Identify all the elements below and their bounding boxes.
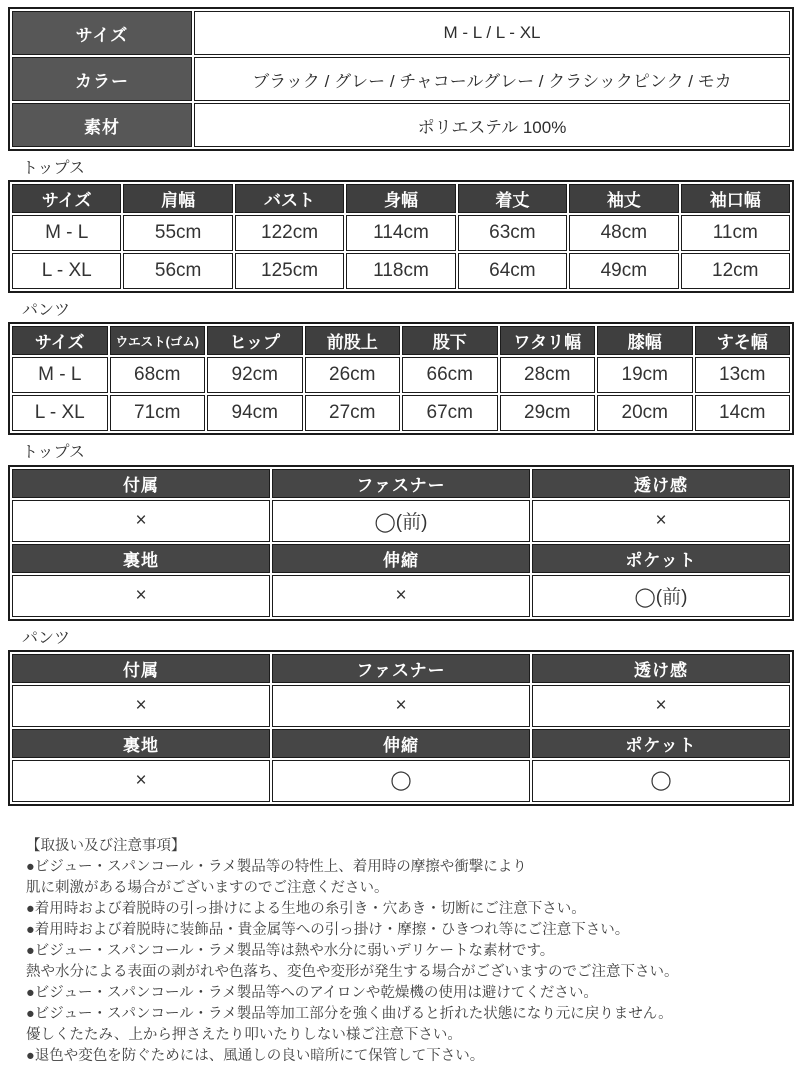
size-cell: 68cm bbox=[110, 357, 206, 393]
col-header: 肩幅 bbox=[123, 184, 232, 213]
notes-line: 優しくたたみ、上から押さえたり叩いたりしない様ご注意下さい。 bbox=[26, 1026, 462, 1043]
feature-header: ファスナー bbox=[272, 654, 530, 683]
summary-value-color: ブラック / グレー / チャコールグレー / クラシックピンク / モカ bbox=[194, 57, 790, 101]
size-cell: 13cm bbox=[695, 357, 791, 393]
feature-value: × bbox=[532, 685, 790, 727]
tops-detail-table bbox=[8, 465, 794, 621]
table-header-row bbox=[12, 544, 790, 573]
feature-header: 付属 bbox=[12, 654, 270, 683]
size-cell: 48cm bbox=[569, 215, 678, 251]
size-cell: 19cm bbox=[597, 357, 693, 393]
notes-line: ●ビジュー・スパンコール・ラメ製品等の特性上、着用時の摩擦や衝撃により bbox=[26, 858, 527, 875]
notes-line: ●ビジュー・スパンコール・ラメ製品等加工部分を強く曲げると折れた状態になり元に戻りません。 bbox=[26, 1005, 673, 1022]
size-cell: 71cm bbox=[110, 395, 206, 431]
table-header-row bbox=[12, 184, 790, 213]
feature-value: × bbox=[532, 500, 790, 542]
size-cell: 114cm bbox=[346, 215, 455, 251]
feature-value: ◯ bbox=[532, 760, 790, 802]
summary-label-size: サイズ bbox=[12, 11, 192, 55]
summary-label-color: カラー bbox=[12, 57, 192, 101]
col-header: バスト bbox=[235, 184, 344, 213]
section-label-pants-detail: パンツ bbox=[22, 629, 71, 647]
feature-header: 透け感 bbox=[532, 654, 790, 683]
feature-value: ◯(前) bbox=[532, 575, 790, 617]
col-header: ワタリ幅 bbox=[500, 326, 596, 355]
col-header: サイズ bbox=[12, 326, 108, 355]
size-cell: M - L bbox=[12, 215, 121, 251]
size-cell: 55cm bbox=[123, 215, 232, 251]
size-cell: 118cm bbox=[346, 253, 455, 289]
table-row bbox=[12, 575, 790, 617]
feature-value: × bbox=[272, 575, 530, 617]
care-notes bbox=[8, 836, 794, 1067]
col-header: 着丈 bbox=[458, 184, 567, 213]
size-cell: 12cm bbox=[681, 253, 790, 289]
notes-line: ●着用時および着脱時に装飾品・貴金属等への引っ掛け・摩擦・ひきつれ等にご注意下さい。 bbox=[26, 921, 630, 938]
table-row bbox=[12, 103, 790, 147]
notes-title: 【取扱い及び注意事項】 bbox=[26, 837, 186, 854]
table-header-row bbox=[12, 326, 790, 355]
size-cell: 122cm bbox=[235, 215, 344, 251]
size-cell: 64cm bbox=[458, 253, 567, 289]
feature-value: × bbox=[12, 685, 270, 727]
feature-value: ◯ bbox=[272, 760, 530, 802]
size-cell: 94cm bbox=[207, 395, 303, 431]
table-row bbox=[12, 500, 790, 542]
size-cell: 63cm bbox=[458, 215, 567, 251]
size-cell: 27cm bbox=[305, 395, 401, 431]
feature-header: 透け感 bbox=[532, 469, 790, 498]
size-cell: 26cm bbox=[305, 357, 401, 393]
table-row bbox=[12, 685, 790, 727]
size-cell: 67cm bbox=[402, 395, 498, 431]
notes-line: ●ビジュー・スパンコール・ラメ製品等は熱や水分に弱いデリケートな素材です。 bbox=[26, 942, 555, 959]
size-cell: 11cm bbox=[681, 215, 790, 251]
feature-value: × bbox=[12, 500, 270, 542]
feature-header: 伸縮 bbox=[272, 544, 530, 573]
notes-line: 肌に刺激がある場合がございますのでご注意ください。 bbox=[26, 879, 389, 896]
section-label-pants-size: パンツ bbox=[22, 302, 71, 320]
table-row bbox=[12, 357, 790, 393]
feature-header: ファスナー bbox=[272, 469, 530, 498]
size-cell: 49cm bbox=[569, 253, 678, 289]
feature-header: 付属 bbox=[12, 469, 270, 498]
feature-header: 裏地 bbox=[12, 544, 270, 573]
table-row bbox=[12, 253, 790, 289]
table-row bbox=[12, 395, 790, 431]
col-header: ウエスト(ゴム) bbox=[110, 326, 206, 355]
col-header: ヒップ bbox=[207, 326, 303, 355]
notes-line: ●ビジュー・スパンコール・ラメ製品等へのアイロンや乾燥機の使用は避けてください。 bbox=[26, 984, 598, 1001]
size-cell: 14cm bbox=[695, 395, 791, 431]
table-row bbox=[12, 11, 790, 55]
feature-value: ◯(前) bbox=[272, 500, 530, 542]
table-row bbox=[12, 57, 790, 101]
size-cell: 92cm bbox=[207, 357, 303, 393]
notes-line: ●退色や変色を防ぐためには、風通しの良い暗所にて保管して下さい。 bbox=[26, 1047, 485, 1064]
summary-value-material: ポリエステル 100% bbox=[194, 103, 790, 147]
notes-line: ●着用時および着脱時の引っ掛けによる生地の糸引き・穴あき・切断にご注意下さい。 bbox=[26, 900, 586, 917]
table-row bbox=[12, 760, 790, 802]
table-header-row bbox=[12, 729, 790, 758]
feature-header: 伸縮 bbox=[272, 729, 530, 758]
summary-value-size: M - L / L - XL bbox=[194, 11, 790, 55]
feature-header: ポケット bbox=[532, 544, 790, 573]
col-header: すそ幅 bbox=[695, 326, 791, 355]
col-header: 身幅 bbox=[346, 184, 455, 213]
size-cell: 56cm bbox=[123, 253, 232, 289]
size-cell: 28cm bbox=[500, 357, 596, 393]
size-cell: L - XL bbox=[12, 253, 121, 289]
section-label-tops-detail: トップス bbox=[22, 444, 85, 462]
col-header: 前股上 bbox=[305, 326, 401, 355]
col-header: 膝幅 bbox=[597, 326, 693, 355]
col-header: 股下 bbox=[402, 326, 498, 355]
pants-detail-table bbox=[8, 650, 794, 806]
size-cell: M - L bbox=[12, 357, 108, 393]
col-header: 袖丈 bbox=[569, 184, 678, 213]
table-header-row bbox=[12, 654, 790, 683]
feature-value: × bbox=[12, 575, 270, 617]
feature-header: 裏地 bbox=[12, 729, 270, 758]
size-cell: 125cm bbox=[235, 253, 344, 289]
col-header: サイズ bbox=[12, 184, 121, 213]
section-label-tops-size: トップス bbox=[22, 160, 85, 177]
size-cell: 66cm bbox=[402, 357, 498, 393]
feature-header: ポケット bbox=[532, 729, 790, 758]
pants-size-table bbox=[8, 322, 794, 435]
summary-label-material: 素材 bbox=[12, 103, 192, 147]
size-cell: 29cm bbox=[500, 395, 596, 431]
feature-value: × bbox=[272, 685, 530, 727]
size-cell: 20cm bbox=[597, 395, 693, 431]
product-summary-table bbox=[8, 7, 794, 151]
feature-value: × bbox=[12, 760, 270, 802]
table-row bbox=[12, 215, 790, 251]
table-header-row bbox=[12, 469, 790, 498]
tops-size-table bbox=[8, 180, 794, 293]
size-cell: L - XL bbox=[12, 395, 108, 431]
notes-line: 熱や水分による表面の剥がれや色落ち、変色や変形が発生する場合がございますのでご注意下さい。 bbox=[26, 963, 679, 980]
col-header: 袖口幅 bbox=[681, 184, 790, 213]
